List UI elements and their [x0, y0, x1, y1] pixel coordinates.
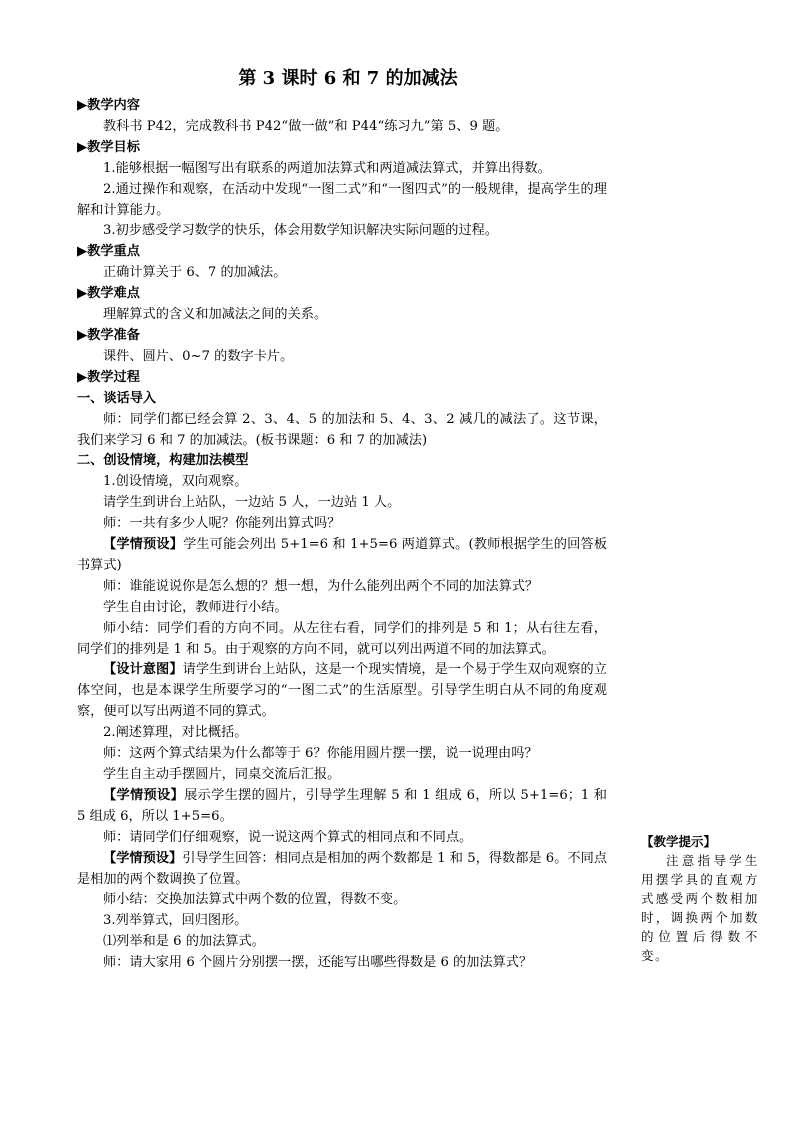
paragraph-14: 师：请同学们仔细观察，说一说这两个算式的相同点和不同点。: [103, 829, 473, 845]
heading-goals: ▶教学目标: [77, 139, 140, 155]
paragraph-6: 师：谁能说说你是怎么想的？想一想，为什么能列出两个不同的加法算式？: [103, 578, 539, 594]
goal-1: 1.能够根据一幅图写出有联系的两道加法算式和两道减法算式，并算出得数。: [103, 160, 551, 176]
content-text: 教科书 P42，完成教科书 P42“做一做”和 P44“练习九”第 5、9 题。: [103, 118, 509, 134]
paragraph-17: 3.列举算式，回归图形。: [103, 913, 248, 929]
tag-prediction: 【学情预设】: [103, 850, 183, 866]
paragraph-8: 师小结：同学们看的方向不同。从左往右看，同学们的排列是 5 和 1；从右往左看，同学们的排列是 1 和 5。由于观察的方向不同，就可以列出两道不同的加法算式。: [77, 620, 607, 657]
goal-3: 3.初步感受学习数学的快乐，体会用数学知识解决实际问题的过程。: [103, 223, 499, 239]
paragraph-13: [77, 786, 607, 828]
teaching-tip-title: 【教学提示】: [641, 834, 717, 849]
paragraph-18: ⑴列举和是 6 的加法算式。: [103, 934, 265, 950]
paragraph-3: 请学生到讲台上站队，一边站 5 人，一边站 1 人。: [103, 495, 401, 511]
teaching-tip-text: 注意指导学生用摆学具的直观方式感受两个数相加时，调换两个加数的位置后得数不变。: [641, 853, 759, 963]
paragraph-13-text: 展示学生摆的圆片，引导学生理解 5 和 1 组成 6，所以 5+1=6；1 和 5 组成 6，所以 1+5=6。: [77, 787, 607, 824]
heading-process: ▶教学过程: [77, 369, 140, 385]
heading-difficulties: ▶教学难点: [77, 286, 140, 302]
heading-key-points: ▶教学重点: [77, 244, 140, 260]
paragraph-4: 师：一共有多少人呢？你能列出算式吗？: [103, 516, 341, 532]
paragraph-15: [77, 849, 607, 891]
paragraph-5: [77, 535, 607, 577]
tag-prediction: 【学情预设】: [103, 537, 184, 553]
tag-prediction: 【学情预设】: [103, 787, 185, 803]
paragraph-9: [77, 660, 607, 723]
paragraph-19: 师：请大家用 6 个圆片分别摆一摆，还能写出哪些得数是 6 的加法算式？: [103, 955, 533, 971]
preparation-text: 课件、圆片、0~7 的数字卡片。: [103, 348, 294, 364]
section-1-title: 一、谈话导入: [77, 390, 157, 406]
key-points-text: 正确计算关于 6、7 的加减法。: [103, 265, 287, 281]
paragraph-9-text: 请学生到讲台上站队，这是一个现实情境，是一个易于学生双向观察的立体空间，也是本课学生所要学习的“一图二式”的生活原型。引导学生明白从不同的角度观察，便可以写出两道不同的算式。: [77, 662, 607, 720]
paragraph-15-text: 引导学生回答：相同点是相加的两个数都是 1 和 5，得数都是 6。不同点是相加的两个数调换了位置。: [77, 850, 608, 887]
paragraph-12: 学生自主动手摆圆片，同桌交流后汇报。: [103, 767, 341, 782]
paragraph-2: 1.创设情境，双向观察。: [103, 474, 248, 490]
paragraph-7: 学生自由讨论，教师进行小结。: [103, 599, 288, 615]
paragraph-5-text: 学生可能会列出 5+1=6 和 1+5=6 两道算式。(教师根据学生的回答板书算式): [77, 537, 608, 573]
lesson-plan: [77, 64, 607, 974]
goal-2: 2.通过操作和观察，在活动中发现“一图二式”和“一图四式”的一般规律，提高学生的理解和计算能力。: [77, 181, 607, 218]
paragraph-11: 师：这两个算式结果为什么都等于 6？你能用圆片摆一摆，说一说理由吗？: [103, 746, 538, 762]
difficulties-text: 理解算式的含义和加减法之间的关系。: [103, 307, 328, 323]
tag-design-intent: 【设计意图】: [103, 662, 183, 678]
heading-content: ▶教学内容: [77, 98, 140, 113]
paragraph-10: 2.阐述算理，对比概括。: [103, 725, 248, 741]
paragraph-16: 师小结：交换加法算式中两个数的位置，得数不变。: [103, 892, 407, 908]
paragraph-1: 师：同学们都已经会算 2、3、4、5 的加法和 5、4、3、2 减几的减法了。这节课，我们来学习 6 和 7 的加减法。(板书课题：6 和 7 的加减法): [77, 411, 607, 448]
heading-preparation: ▶教学准备: [77, 327, 140, 343]
page-title: 第 3 课时 6 和 7 的加减法: [238, 68, 458, 89]
teaching-tip: [641, 832, 759, 965]
section-2-title: 二、创设情境，构建加法模型: [77, 453, 249, 469]
